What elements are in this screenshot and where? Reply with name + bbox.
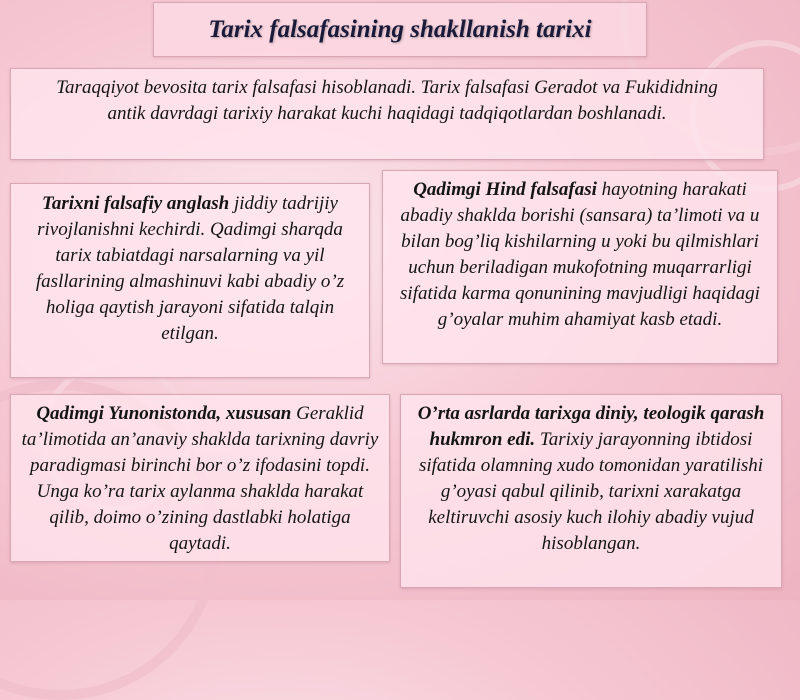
text-box-medieval bbox=[400, 394, 782, 588]
box-heading: Qadimgi Yunonistonda, xususan bbox=[36, 403, 292, 424]
box-heading: O’rta asrlarda tarixga diniy, teologik qarash hukmron edi. bbox=[417, 403, 765, 450]
intro-text: Taraqqiyot bevosita tarix falsafasi hisoblanadi. Tarix falsafasi Geradot va Fukididning antik davrdagi tarixiy harakat kuchi haqidagi tadqiqotlardan boshlanadi. bbox=[56, 77, 718, 124]
text-box-greek bbox=[10, 394, 390, 562]
box-heading: Tarixni falsafiy anglash bbox=[42, 193, 230, 214]
text-box-indian bbox=[382, 170, 778, 364]
box-text: Geraklid ta’limotida an’anaviy shaklda tarixning davriy paradigmasi birinchi bor o’z ifodasini topdi. Unga ko’ra tarix aylanma shaklda harakat qilib, doimo o’zining dastlabki holatiga qaytadi. bbox=[21, 403, 379, 554]
title-box bbox=[153, 2, 647, 57]
intro-text-box bbox=[10, 68, 764, 160]
box-text: hayotning harakati abadiy shaklda borishi (sansara) ta’limoti va u bilan bog’liq kishilarning u yoki bu qilmishlari uchun beriladigan mukofotning muqarrarligi sifatida karma qonunining mavjudligi haqidagi g’oyalar muhim ahamiyat kasb etadi. bbox=[400, 179, 760, 330]
text-box-eastern bbox=[10, 183, 370, 378]
box-text: jiddiy tadrijiy rivojlanishni kechirdi. Qadimgi sharqda tarix tabiatdagi narsalarning va yil fasllarining almashinuvi kabi abadiy o’z holiga qaytish jarayoni sifatida talqin etilgan. bbox=[35, 193, 345, 344]
box-text: Tarixiy jarayonning ibtidosi sifatida olamning xudo tomonidan yaratilishi g’oyasi qabul qilinib, tarixni xarakatga keltiruvchi asosiy kuch ilohiy abadiy vujud hisoblangan. bbox=[418, 429, 764, 554]
slide-title: Tarix falsafasining shakllanish tarixi bbox=[208, 15, 592, 43]
box-heading: Qadimgi Hind falsafasi bbox=[413, 179, 597, 200]
